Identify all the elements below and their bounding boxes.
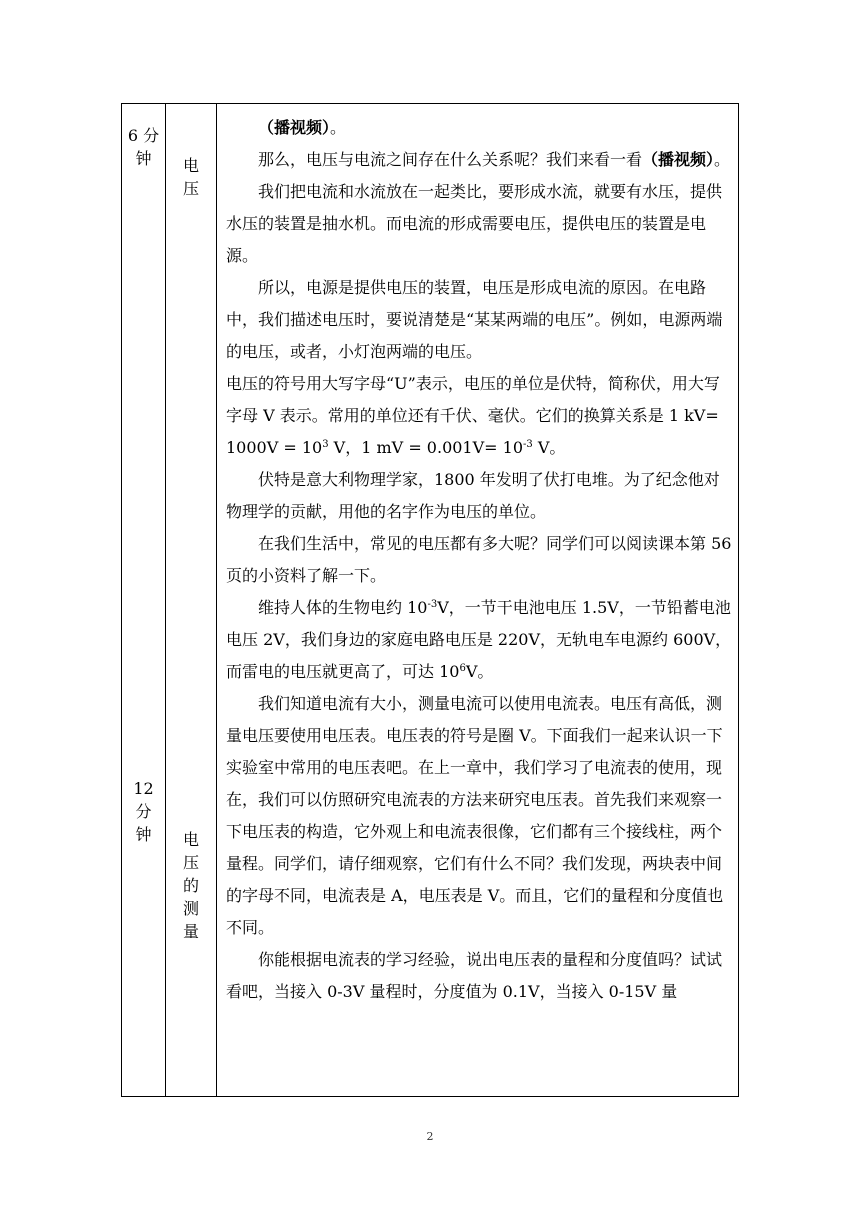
paragraph-voltage-examples: 维持人体的生物电约 $10^{-3}V$，一节干电池电压 1.5V，一节铅蓄电池电压 2V，我们身边的家庭电路电压是 220V，无轨电车电源约 600V，而雷电的电压就更高了，可达 $10^6V$。 [226, 598, 732, 681]
paragraph-range: 你能根据电流表的学习经验，说出电压表的量程和分度值吗？试试看吧，当接入 0-3V 量程时，分度值为 0.1V，当接入 0-15V 量 [226, 950, 723, 1001]
lesson-content [226, 112, 734, 1008]
time-cell-6-min: 6 分 钟 [127, 126, 160, 168]
column-divider [165, 104, 166, 1096]
column-divider [216, 104, 217, 1096]
paragraph-question: 那么，电压与电流之间存在什么关系呢？我们来看一看（播视频）。 [258, 150, 731, 169]
paragraph-voltage-unit: 电压的符号用大写字母“U”表示，电压的单位是伏特，简称伏，用大写字母 V 表示。常用的单位还有千伏、毫伏。它们的换算关系是 1 $kV= 1000V = 10^3$ V，1 mV = $0.001V= 10^{-3}$ V。 [226, 374, 720, 457]
paragraph-power-source: 所以，电源是提供电压的装置，电压是形成电流的原因。在电路中，我们描述电压时，要说清楚是“某某两端的电压”。例如，电源两端的电压，或者，小灯泡两端的电压。 [226, 278, 723, 361]
paragraph-voltmeter: 我们知道电流有大小，测量电流可以使用电流表。电压有高低，测量电压要使用电压表。电压表的符号是圈 V。下面我们一起来认识一下实验室中常用的电压表吧。在上一章中，我们学习了电流表的使用，现在，我们可以仿照研究电流表的方法来研究电压表。首先我们来观察一下电压表的构造，它外观上和电流表很像，它们都有三个接线柱，两个量程。同学们，请仔细观察，它们有什么不同？我们发现，两块表中间的字母不同，电流表是 A，电压表是 V。而且，它们的量程和分度值也不同。 [226, 694, 724, 937]
time-cell-12-min: 12 分 钟 [133, 779, 154, 844]
topic-cell-voltage: 电 压 [182, 156, 199, 198]
paragraph-common-voltages: 在我们生活中，常见的电压都有多大呢？同学们可以阅读课本第 56 页的小资料了解一下。 [226, 534, 732, 585]
topic-cell-voltage-measurement: 电 压 的 测 量 [182, 830, 199, 941]
lesson-table [121, 103, 739, 1097]
page-number: 2 [426, 1130, 434, 1143]
paragraph-water-analogy: 我们把电流和水流放在一起类比，要形成水流，就要有水压，提供水压的装置是抽水机。而电流的形成需要电压，提供电压的装置是电源。 [226, 182, 723, 265]
paragraph-play-video: （播视频）。 [258, 118, 347, 137]
paragraph-volta: 伏特是意大利物理学家，1800 年发明了伏打电堆。为了纪念他对物理学的贡献，用他的名字作为电压的单位。 [226, 470, 720, 521]
